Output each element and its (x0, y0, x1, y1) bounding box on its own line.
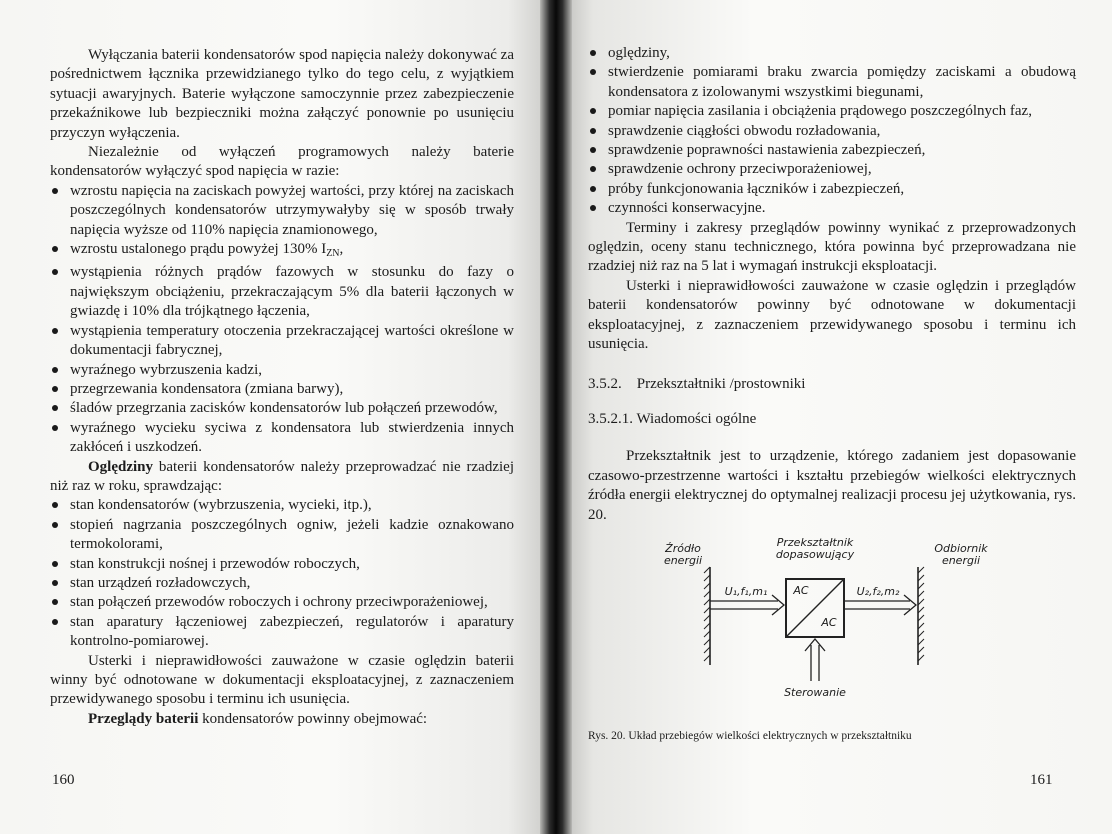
list-item: próby funkcjonowania łączników i zabezpieczeń, (588, 180, 1076, 199)
right-page (560, 0, 1112, 834)
list-item: wzrostu ustalonego prądu powyżej 130% $I_{ZN}$, (50, 240, 514, 263)
paragraph-review-defects: Usterki i nieprawidłowości zauważone w czasie oględzin i przeglądów baterii kondensatorów powinny być odnotowane w dokumentacji eksploatacyjnej, z zaznaczeniem przewidywanego sposobu i terminu ich usunięcia. (588, 277, 1076, 353)
label-ac-input: AC (793, 583, 809, 597)
bullet-icon (590, 128, 596, 134)
list-item: sprawdzenie poprawności nastawienia zabezpieczeń, (588, 141, 1076, 160)
label-output-quantities: U₂,f₂,m₂ (856, 584, 900, 598)
label-source: Źródło energii (663, 541, 703, 567)
list-item: stan konstrukcji nośnej i przewodów roboczych, (50, 555, 514, 574)
bullet-icon (52, 188, 58, 194)
figure-converter-diagram (588, 537, 1076, 723)
bullet-icon (590, 50, 596, 56)
list-item: stan kondensatorów (wybrzuszenia, wycieki, itp.), (50, 496, 514, 515)
list-item: czynności konserwacyjne. (588, 199, 1076, 218)
bullet-icon (52, 328, 58, 334)
bullet-icon (52, 367, 58, 373)
bullet-icon (590, 69, 596, 75)
paragraph-inspection: Oględziny baterii kondensatorów należy przeprowadzać nie rzadziej niż raz w roku, sprawdzając: (50, 458, 514, 494)
list-item: przegrzewania kondensatora (zmiana barwy), (50, 380, 514, 399)
list-item: stwierdzenie pomiarami braku zwarcia pomiędzy zaciskami a obudową kondensatora z izolowanymi wszystkimi biegunami, (588, 63, 1076, 102)
list-item: oględziny, (588, 44, 1076, 63)
bullet-icon (52, 386, 58, 392)
list-review-scope (588, 44, 1076, 219)
bullet-icon (52, 269, 58, 275)
list-item: pomiar napięcia zasilania i obciążenia prądowego poszczególnych faz, (588, 102, 1076, 121)
page-number-left: 160 (52, 772, 75, 788)
paragraph-converter-definition: Przekształtnik jest to urządzenie, którego zadaniem jest dopasowanie czasowo-przestrzenne wartości i kształtu przebiegów wielkości elektrycznych źródła energii elektrycznej do optymalnej realizacji procesu jej użytkowania, rys. 20. (588, 448, 1076, 523)
paragraph-reviews: Przeglądy baterii kondensatorów powinny obejmować: (88, 710, 428, 727)
output-arrow (844, 595, 916, 615)
list-inspection-checks (50, 496, 514, 651)
source-hatching (704, 567, 710, 661)
list-item: wystąpienia temperatury otoczenia przekraczającej wartości określone w dokumentacji fabrycznej, (50, 322, 514, 361)
list-item: sprawdzenie ciągłości obwodu rozładowania, (588, 122, 1076, 141)
list-disconnect-conditions (50, 182, 514, 458)
bullet-icon (52, 405, 58, 411)
bullet-icon (590, 166, 596, 172)
bullet-icon (52, 561, 58, 567)
paragraph-disconnection: Wyłączania baterii kondensatorów spod napięcia należy dokonywać za pośrednictwem łącznika przewidzianego tylko do tego celu, z wyjątkiem sytuacji awaryjnych. Baterie wyłączone samoczynnie przez zabezpieczenie przekaźnikowe lub bezpieczniki można załączyć ponownie po usunięciu przyczyn wyłączenia. (50, 47, 514, 141)
list-item: stan połączeń przewodów roboczych i ochrony przeciwporażeniowej, (50, 593, 514, 612)
bullet-icon (590, 186, 596, 192)
label-ac-output: AC (821, 615, 837, 629)
bullet-icon (52, 502, 58, 508)
receiver-hatching (918, 567, 924, 661)
bullet-icon (52, 425, 58, 431)
paragraph-defects: Usterki i nieprawidłowości zauważone w czasie oględzin baterii winny być odnotowane w dokumentacji eksploatacyjnej, z zaznaczeniem przewidywanego sposobu i terminu ich usunięcia. (50, 652, 514, 708)
label-control: Sterowanie (784, 685, 846, 699)
bullet-icon (52, 619, 58, 625)
label-receiver: Odbiornik energii (934, 541, 988, 567)
list-item: wystąpienia różnych prądów fazowych w stosunku do fazy o największym obciążeniu, przekraczającym 5% dla baterii łączonych w gwiazdę i 10% dla trójkątnego łączenia, (50, 263, 514, 321)
page-number-right: 161 (1030, 772, 1053, 788)
list-item: stan aparatury łączeniowej zabezpieczeń, regulatorów i aparatury kontrolno-pomiarowej. (50, 613, 514, 652)
list-item: wyraźnego wycieku syciwa z kondensatora lub stwierdzenia innych zakłóceń i uszkodzeń. (50, 419, 514, 458)
bullet-icon (52, 246, 58, 252)
list-item: sprawdzenie ochrony przeciwporażeniowej, (588, 160, 1076, 179)
bullet-icon (590, 205, 596, 211)
list-item: stopień nagrzania poszczególnych ogniw, jeżeli kadzie oznakowano termokolorami, (50, 516, 514, 555)
figure-caption: Rys. 20. Układ przebiegów wielkości elektrycznych w przekształtniku (588, 729, 912, 742)
label-converter: Przekształtnik dopasowujący (775, 535, 855, 561)
book-gutter (540, 0, 572, 834)
bullet-icon (590, 147, 596, 153)
bullet-icon (52, 580, 58, 586)
paragraph-review-terms: Terminy i zakresy przeglądów powinny wynikać z przeprowadzonych oględzin, oceny stanu technicznego, która powinna być przeprowadzana nie rzadziej niż raz na 5 lat i wymagań instrukcji eksploatacji. (588, 219, 1076, 275)
bullet-icon (52, 522, 58, 528)
input-arrow (710, 595, 784, 615)
bullet-icon (590, 108, 596, 114)
list-item: stan urządzeń rozładowczych, (50, 574, 514, 593)
bullet-icon (52, 599, 58, 605)
list-item: wzrostu napięcia na zaciskach powyżej wartości, przy której na zaciskach poszczególnych kondensatorów utrzymywałyby się w sposób trwały napięcia wyższe od 110% napięcia znamionowego, (50, 182, 514, 240)
left-page-text (50, 46, 514, 729)
left-page (0, 0, 552, 834)
subsection-heading-general: 3.5.2.1. Wiadomości ogólne (588, 410, 757, 427)
label-input-quantities: U₁,f₁,m₁ (724, 584, 768, 598)
paragraph-programmed-off: Niezależnie od wyłączeń programowych należy baterie kondensatorów wyłączyć spod napięcia w razie: (50, 144, 514, 180)
section-heading-converters: 3.5.2. Przekształtniki /prostowniki (588, 375, 806, 392)
list-item: wyraźnego wybrzuszenia kadzi, (50, 361, 514, 380)
list-item: śladów przegrzania zacisków kondensatorów lub połączeń przewodów, (50, 399, 514, 418)
control-arrow (805, 639, 825, 681)
right-page-text (588, 44, 1076, 746)
